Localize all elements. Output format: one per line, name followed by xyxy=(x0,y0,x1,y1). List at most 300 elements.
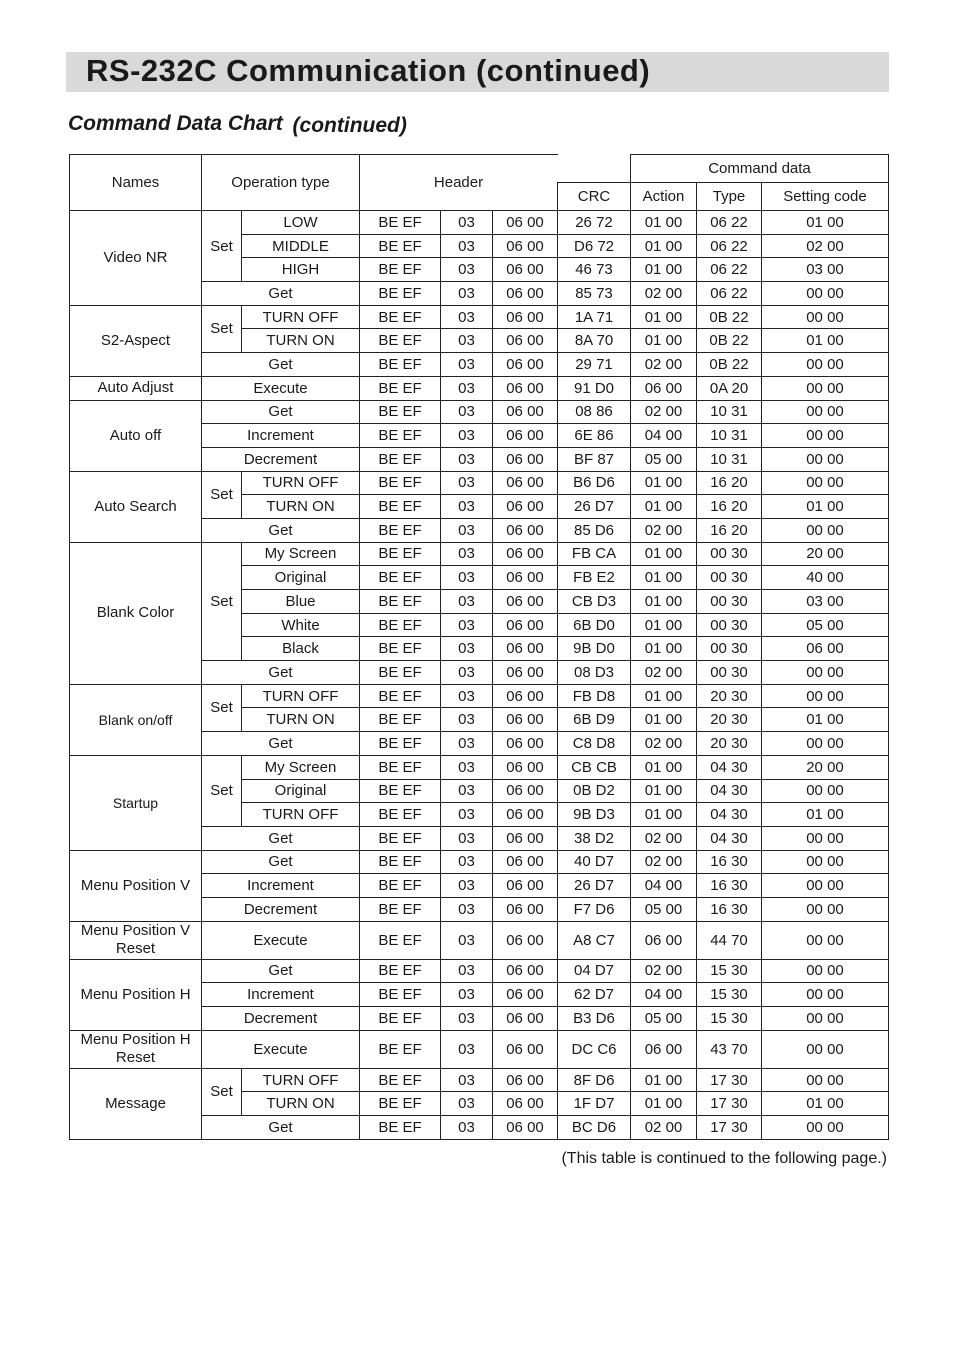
header-bytes-2: 03 xyxy=(441,234,493,258)
type-code: 04 30 xyxy=(697,803,762,827)
header-bytes-2: 03 xyxy=(441,471,493,495)
crc-value: 9B D0 xyxy=(558,637,631,661)
operation-option: TURN ON xyxy=(242,329,360,353)
header-bytes-3: 06 00 xyxy=(493,424,558,448)
header-bytes-3: 06 00 xyxy=(493,353,558,377)
action-code: 01 00 xyxy=(631,329,697,353)
action-code: 02 00 xyxy=(631,400,697,424)
header-bytes-3: 06 00 xyxy=(493,661,558,685)
type-code: 00 30 xyxy=(697,637,762,661)
header-bytes-2: 03 xyxy=(441,376,493,400)
crc-value: 08 86 xyxy=(558,400,631,424)
command-name: Auto off xyxy=(70,400,202,471)
header-bytes-1: BE EF xyxy=(360,755,441,779)
operation-option: TURN OFF xyxy=(242,305,360,329)
action-code: 01 00 xyxy=(631,684,697,708)
header-bytes-3: 06 00 xyxy=(493,234,558,258)
operation-option: TURN ON xyxy=(242,495,360,519)
type-code: 06 22 xyxy=(697,234,762,258)
header-bytes-3: 06 00 xyxy=(493,803,558,827)
header-bytes-2: 03 xyxy=(441,353,493,377)
header-bytes-2: 03 xyxy=(441,637,493,661)
type-code: 15 30 xyxy=(697,1007,762,1031)
action-code: 02 00 xyxy=(631,353,697,377)
header-bytes-2: 03 xyxy=(441,566,493,590)
type-code: 16 20 xyxy=(697,471,762,495)
setting-code: 00 00 xyxy=(762,874,889,898)
type-code: 04 30 xyxy=(697,755,762,779)
setting-code: 01 00 xyxy=(762,211,889,235)
header-bytes-2: 03 xyxy=(441,779,493,803)
header-bytes-1: BE EF xyxy=(360,1007,441,1031)
command-name: Blank Color xyxy=(70,542,202,684)
crc-value: 85 73 xyxy=(558,282,631,306)
header-bytes-3: 06 00 xyxy=(493,708,558,732)
operation-option: TURN OFF xyxy=(242,803,360,827)
operation-type: Set xyxy=(202,1068,242,1115)
header-bytes-2: 03 xyxy=(441,329,493,353)
setting-code: 00 00 xyxy=(762,897,889,921)
setting-code: 00 00 xyxy=(762,921,889,959)
action-code: 02 00 xyxy=(631,826,697,850)
crc-value: 29 71 xyxy=(558,353,631,377)
crc-value: BC D6 xyxy=(558,1116,631,1140)
header-bytes-3: 06 00 xyxy=(493,258,558,282)
crc-value: B6 D6 xyxy=(558,471,631,495)
table-row xyxy=(70,211,889,235)
crc-value: 26 72 xyxy=(558,211,631,235)
type-code: 15 30 xyxy=(697,983,762,1007)
header-bytes-3: 06 00 xyxy=(493,1092,558,1116)
command-name: Menu Position H Reset xyxy=(70,1030,202,1068)
header-bytes-3: 06 00 xyxy=(493,518,558,542)
action-code: 01 00 xyxy=(631,566,697,590)
setting-code: 00 00 xyxy=(762,447,889,471)
header-bytes-1: BE EF xyxy=(360,921,441,959)
header-bytes-1: BE EF xyxy=(360,897,441,921)
operation-type: Set xyxy=(202,305,242,352)
crc-value: BF 87 xyxy=(558,447,631,471)
operation-option: TURN OFF xyxy=(242,471,360,495)
crc-value: 26 D7 xyxy=(558,874,631,898)
action-code: 01 00 xyxy=(631,755,697,779)
header-bytes-3: 06 00 xyxy=(493,1116,558,1140)
header-bytes-1: BE EF xyxy=(360,983,441,1007)
header-bytes-2: 03 xyxy=(441,1007,493,1031)
setting-code: 03 00 xyxy=(762,258,889,282)
setting-code: 01 00 xyxy=(762,1092,889,1116)
type-code: 00 30 xyxy=(697,590,762,614)
type-code: 06 22 xyxy=(697,282,762,306)
header-bytes-1: BE EF xyxy=(360,424,441,448)
setting-code: 06 00 xyxy=(762,637,889,661)
type-code: 0A 20 xyxy=(697,376,762,400)
crc-value: 91 D0 xyxy=(558,376,631,400)
operation-type: Get xyxy=(202,282,360,306)
header-bytes-1: BE EF xyxy=(360,234,441,258)
setting-code: 05 00 xyxy=(762,613,889,637)
header-bytes-3: 06 00 xyxy=(493,732,558,756)
operation-option: Original xyxy=(242,566,360,590)
operation-type: Get xyxy=(202,661,360,685)
crc-value: 8F D6 xyxy=(558,1068,631,1092)
type-code: 04 30 xyxy=(697,779,762,803)
header-bytes-1: BE EF xyxy=(360,566,441,590)
action-code: 01 00 xyxy=(631,708,697,732)
header-bytes-1: BE EF xyxy=(360,1092,441,1116)
section-title-suffix: (continued) xyxy=(292,114,407,137)
table-row xyxy=(70,1068,889,1092)
header-bytes-1: BE EF xyxy=(360,495,441,519)
action-code: 01 00 xyxy=(631,234,697,258)
header-bytes-3: 06 00 xyxy=(493,542,558,566)
setting-code: 00 00 xyxy=(762,826,889,850)
header-header: Header xyxy=(360,155,558,211)
operation-type: Execute xyxy=(202,921,360,959)
action-code: 01 00 xyxy=(631,613,697,637)
action-code: 01 00 xyxy=(631,258,697,282)
operation-type: Set xyxy=(202,684,242,731)
header-setting-code: Setting code xyxy=(762,183,889,211)
header-bytes-2: 03 xyxy=(441,897,493,921)
header-bytes-1: BE EF xyxy=(360,637,441,661)
header-bytes-1: BE EF xyxy=(360,1068,441,1092)
crc-value: DC C6 xyxy=(558,1030,631,1068)
operation-type: Set xyxy=(202,755,242,826)
operation-type: Get xyxy=(202,1116,360,1140)
crc-value: 08 D3 xyxy=(558,661,631,685)
header-bytes-3: 06 00 xyxy=(493,921,558,959)
operation-option: LOW xyxy=(242,211,360,235)
table-row xyxy=(70,755,889,779)
type-code: 10 31 xyxy=(697,447,762,471)
type-code: 15 30 xyxy=(697,959,762,983)
header-bytes-1: BE EF xyxy=(360,305,441,329)
setting-code: 00 00 xyxy=(762,959,889,983)
header-bytes-1: BE EF xyxy=(360,708,441,732)
header-names: Names xyxy=(70,155,202,211)
header-bytes-1: BE EF xyxy=(360,590,441,614)
type-code: 17 30 xyxy=(697,1092,762,1116)
header-bytes-1: BE EF xyxy=(360,447,441,471)
header-bytes-3: 06 00 xyxy=(493,874,558,898)
header-operation-type: Operation type xyxy=(202,155,360,211)
crc-value: 40 D7 xyxy=(558,850,631,874)
operation-type: Get xyxy=(202,518,360,542)
type-code: 0B 22 xyxy=(697,329,762,353)
header-bytes-3: 06 00 xyxy=(493,211,558,235)
header-bytes-2: 03 xyxy=(441,258,493,282)
setting-code: 00 00 xyxy=(762,1068,889,1092)
crc-value: 62 D7 xyxy=(558,983,631,1007)
type-code: 0B 22 xyxy=(697,353,762,377)
crc-value: CB D3 xyxy=(558,590,631,614)
header-bytes-1: BE EF xyxy=(360,542,441,566)
header-bytes-2: 03 xyxy=(441,305,493,329)
crc-value: FB CA xyxy=(558,542,631,566)
operation-type: Get xyxy=(202,826,360,850)
header-bytes-2: 03 xyxy=(441,732,493,756)
setting-code: 00 00 xyxy=(762,1030,889,1068)
operation-type: Execute xyxy=(202,376,360,400)
operation-type: Execute xyxy=(202,1030,360,1068)
header-bytes-3: 06 00 xyxy=(493,684,558,708)
header-bytes-1: BE EF xyxy=(360,518,441,542)
action-code: 02 00 xyxy=(631,850,697,874)
operation-option: HIGH xyxy=(242,258,360,282)
type-code: 20 30 xyxy=(697,708,762,732)
operation-type: Get xyxy=(202,850,360,874)
header-bytes-3: 06 00 xyxy=(493,376,558,400)
command-name: S2-Aspect xyxy=(70,305,202,376)
header-bytes-3: 06 00 xyxy=(493,471,558,495)
header-bytes-2: 03 xyxy=(441,542,493,566)
action-code: 01 00 xyxy=(631,779,697,803)
table-row xyxy=(70,400,889,424)
title-bar xyxy=(66,52,889,92)
operation-option: TURN ON xyxy=(242,708,360,732)
header-bytes-3: 06 00 xyxy=(493,329,558,353)
setting-code: 00 00 xyxy=(762,305,889,329)
header-bytes-2: 03 xyxy=(441,1092,493,1116)
crc-value: A8 C7 xyxy=(558,921,631,959)
operation-type: Set xyxy=(202,211,242,282)
action-code: 05 00 xyxy=(631,1007,697,1031)
command-name: Auto Search xyxy=(70,471,202,542)
type-code: 00 30 xyxy=(697,661,762,685)
action-code: 02 00 xyxy=(631,518,697,542)
header-bytes-3: 06 00 xyxy=(493,755,558,779)
setting-code: 02 00 xyxy=(762,234,889,258)
section-title xyxy=(68,112,407,136)
crc-value: 8A 70 xyxy=(558,329,631,353)
header-bytes-2: 03 xyxy=(441,850,493,874)
command-name: Menu Position V Reset xyxy=(70,921,202,959)
header-bytes-3: 06 00 xyxy=(493,1068,558,1092)
type-code: 06 22 xyxy=(697,211,762,235)
operation-option: MIDDLE xyxy=(242,234,360,258)
action-code: 01 00 xyxy=(631,471,697,495)
header-bytes-1: BE EF xyxy=(360,376,441,400)
action-code: 02 00 xyxy=(631,1116,697,1140)
section-title-main: Command Data Chart xyxy=(68,112,283,135)
header-bytes-1: BE EF xyxy=(360,826,441,850)
action-code: 06 00 xyxy=(631,921,697,959)
command-name: Menu Position H xyxy=(70,959,202,1030)
table-row xyxy=(70,959,889,983)
header-crc: CRC xyxy=(558,183,631,211)
type-code: 0B 22 xyxy=(697,305,762,329)
action-code: 04 00 xyxy=(631,983,697,1007)
crc-value: C8 D8 xyxy=(558,732,631,756)
type-code: 20 30 xyxy=(697,732,762,756)
action-code: 06 00 xyxy=(631,376,697,400)
header-bytes-1: BE EF xyxy=(360,684,441,708)
operation-option: Blue xyxy=(242,590,360,614)
crc-value: 85 D6 xyxy=(558,518,631,542)
setting-code: 00 00 xyxy=(762,471,889,495)
action-code: 01 00 xyxy=(631,1068,697,1092)
header-bytes-1: BE EF xyxy=(360,400,441,424)
header-bytes-2: 03 xyxy=(441,400,493,424)
table-row xyxy=(70,305,889,329)
header-bytes-2: 03 xyxy=(441,518,493,542)
type-code: 00 30 xyxy=(697,613,762,637)
type-code: 17 30 xyxy=(697,1068,762,1092)
header-bytes-1: BE EF xyxy=(360,1116,441,1140)
setting-code: 00 00 xyxy=(762,732,889,756)
header-bytes-2: 03 xyxy=(441,708,493,732)
header-bytes-2: 03 xyxy=(441,447,493,471)
setting-code: 03 00 xyxy=(762,590,889,614)
command-name: Menu Position V xyxy=(70,850,202,921)
operation-type: Get xyxy=(202,959,360,983)
operation-type: Set xyxy=(202,542,242,660)
operation-type: Increment xyxy=(202,983,360,1007)
header-bytes-3: 06 00 xyxy=(493,590,558,614)
table-body xyxy=(70,211,889,1140)
setting-code: 01 00 xyxy=(762,495,889,519)
header-bytes-3: 06 00 xyxy=(493,826,558,850)
table-row xyxy=(70,684,889,708)
operation-type: Get xyxy=(202,400,360,424)
type-code: 10 31 xyxy=(697,400,762,424)
action-code: 01 00 xyxy=(631,542,697,566)
operation-type: Increment xyxy=(202,424,360,448)
type-code: 44 70 xyxy=(697,921,762,959)
operation-type: Decrement xyxy=(202,897,360,921)
crc-value: FB D8 xyxy=(558,684,631,708)
action-code: 02 00 xyxy=(631,661,697,685)
type-code: 04 30 xyxy=(697,826,762,850)
type-code: 20 30 xyxy=(697,684,762,708)
crc-value: F7 D6 xyxy=(558,897,631,921)
header-bytes-1: BE EF xyxy=(360,803,441,827)
action-code: 02 00 xyxy=(631,959,697,983)
action-code: 05 00 xyxy=(631,897,697,921)
command-name: Auto Adjust xyxy=(70,376,202,400)
header-bytes-3: 06 00 xyxy=(493,1030,558,1068)
crc-value: D6 72 xyxy=(558,234,631,258)
header-bytes-3: 06 00 xyxy=(493,850,558,874)
header-bytes-2: 03 xyxy=(441,1068,493,1092)
operation-type: Get xyxy=(202,732,360,756)
crc-value: 0B D2 xyxy=(558,779,631,803)
header-bytes-1: BE EF xyxy=(360,850,441,874)
header-bytes-3: 06 00 xyxy=(493,566,558,590)
header-bytes-3: 06 00 xyxy=(493,495,558,519)
type-code: 00 30 xyxy=(697,566,762,590)
header-bytes-3: 06 00 xyxy=(493,282,558,306)
header-bytes-1: BE EF xyxy=(360,471,441,495)
header-bytes-1: BE EF xyxy=(360,732,441,756)
action-code: 02 00 xyxy=(631,732,697,756)
operation-option: Black xyxy=(242,637,360,661)
command-name: Blank on/off xyxy=(70,684,202,755)
setting-code: 00 00 xyxy=(762,684,889,708)
operation-type: Decrement xyxy=(202,1007,360,1031)
header-bytes-1: BE EF xyxy=(360,779,441,803)
header-bytes-3: 06 00 xyxy=(493,613,558,637)
action-code: 04 00 xyxy=(631,874,697,898)
header-bytes-3: 06 00 xyxy=(493,959,558,983)
setting-code: 00 00 xyxy=(762,424,889,448)
operation-option: Original xyxy=(242,779,360,803)
footnote: (This table is continued to the following page.) xyxy=(561,1150,887,1167)
operation-type: Get xyxy=(202,353,360,377)
table-row xyxy=(70,376,889,400)
header-bytes-1: BE EF xyxy=(360,258,441,282)
header-bytes-3: 06 00 xyxy=(493,897,558,921)
type-code: 16 30 xyxy=(697,850,762,874)
setting-code: 00 00 xyxy=(762,1007,889,1031)
header-bytes-2: 03 xyxy=(441,1116,493,1140)
command-name: Message xyxy=(70,1068,202,1139)
header-bytes-2: 03 xyxy=(441,755,493,779)
header-type: Type xyxy=(697,183,762,211)
header-bytes-3: 06 00 xyxy=(493,779,558,803)
setting-code: 20 00 xyxy=(762,755,889,779)
type-code: 06 22 xyxy=(697,258,762,282)
crc-value: 6B D0 xyxy=(558,613,631,637)
crc-value: 1A 71 xyxy=(558,305,631,329)
table-row xyxy=(70,921,889,959)
operation-option: White xyxy=(242,613,360,637)
operation-type: Increment xyxy=(202,874,360,898)
header-bytes-3: 06 00 xyxy=(493,1007,558,1031)
operation-option: My Screen xyxy=(242,542,360,566)
header-bytes-2: 03 xyxy=(441,424,493,448)
operation-option: TURN ON xyxy=(242,1092,360,1116)
crc-value: 46 73 xyxy=(558,258,631,282)
setting-code: 00 00 xyxy=(762,779,889,803)
header-bytes-2: 03 xyxy=(441,661,493,685)
header-bytes-2: 03 xyxy=(441,983,493,1007)
setting-code: 00 00 xyxy=(762,983,889,1007)
crc-value: 6E 86 xyxy=(558,424,631,448)
setting-code: 00 00 xyxy=(762,400,889,424)
header-bytes-2: 03 xyxy=(441,826,493,850)
header-bytes-3: 06 00 xyxy=(493,400,558,424)
table-row xyxy=(70,542,889,566)
header-bytes-2: 03 xyxy=(441,495,493,519)
crc-value: 9B D3 xyxy=(558,803,631,827)
operation-option: TURN OFF xyxy=(242,684,360,708)
setting-code: 40 00 xyxy=(762,566,889,590)
header-bytes-2: 03 xyxy=(441,613,493,637)
header-bytes-2: 03 xyxy=(441,874,493,898)
header-command-data: Command data xyxy=(631,155,889,183)
setting-code: 01 00 xyxy=(762,329,889,353)
page-title: RS-232C Communication (continued) xyxy=(86,53,651,88)
setting-code: 20 00 xyxy=(762,542,889,566)
header-bytes-1: BE EF xyxy=(360,874,441,898)
action-code: 04 00 xyxy=(631,424,697,448)
header-bytes-2: 03 xyxy=(441,590,493,614)
header-bytes-1: BE EF xyxy=(360,959,441,983)
setting-code: 01 00 xyxy=(762,708,889,732)
action-code: 01 00 xyxy=(631,1092,697,1116)
type-code: 43 70 xyxy=(697,1030,762,1068)
action-code: 02 00 xyxy=(631,282,697,306)
crc-value: 04 D7 xyxy=(558,959,631,983)
header-crc-spacer xyxy=(558,155,631,183)
action-code: 01 00 xyxy=(631,305,697,329)
setting-code: 00 00 xyxy=(762,282,889,306)
setting-code: 00 00 xyxy=(762,353,889,377)
table-row xyxy=(70,471,889,495)
header-bytes-1: BE EF xyxy=(360,613,441,637)
